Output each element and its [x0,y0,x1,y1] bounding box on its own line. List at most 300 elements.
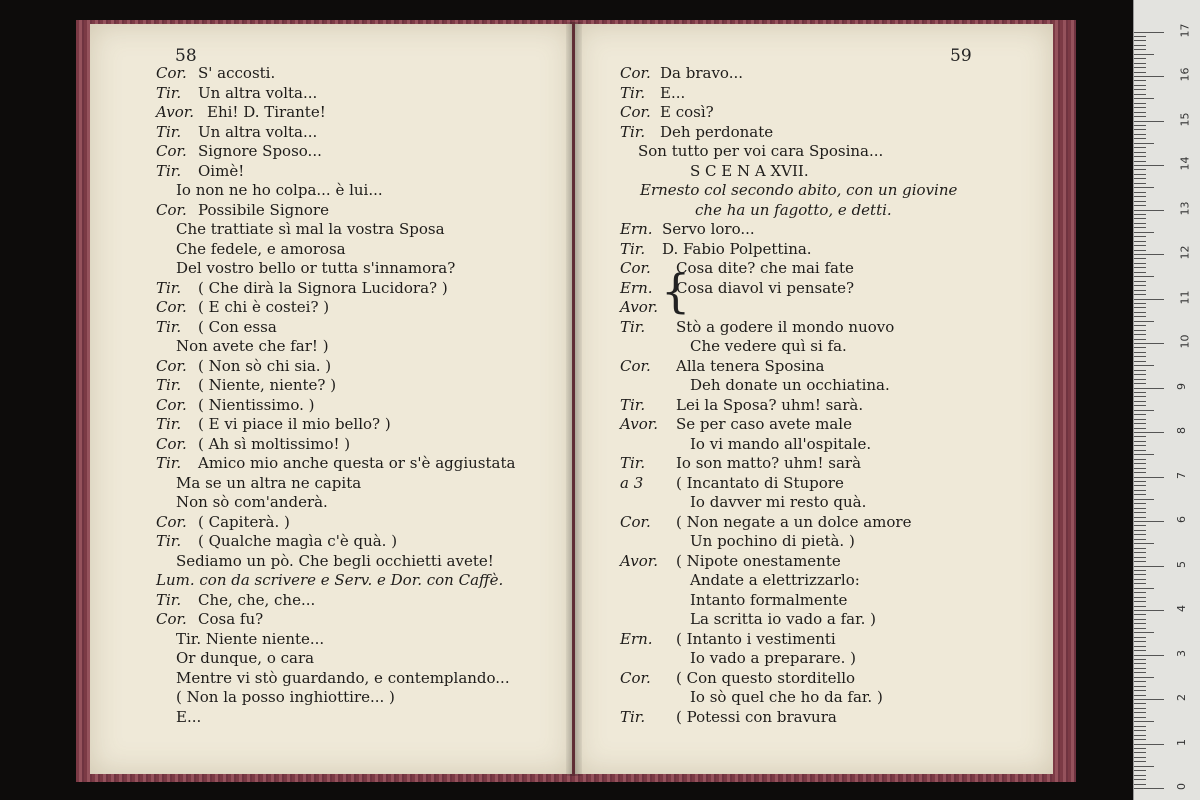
text-line: E così? [660,103,714,121]
ruler-tick [1134,436,1146,437]
text-line: Ernesto col secondo abito, con un giovine [640,181,958,199]
ruler-tick [1134,214,1146,215]
ruler-tick [1134,543,1154,544]
speaker-label: Tir. [156,161,182,180]
ruler-tick [1134,178,1146,179]
text-line: ( Incantato di Stupore [676,473,844,492]
speaker-label: Tir. [156,278,182,297]
text-line: ( Potessi con bravura [676,707,837,726]
ruler-tick [1134,76,1164,77]
ruler-tick [1134,468,1146,469]
text-line: Non avete che far! ) [176,337,329,355]
ruler-tick [1134,370,1146,371]
ruler-tick [1134,583,1146,584]
ruler-tick [1134,267,1146,268]
ruler-label: 8 [1175,427,1188,434]
ruler-tick [1134,521,1164,522]
page-number-left: 58 [175,46,197,66]
text-line: Del vostro bello or tutta s'innamora? [176,259,456,277]
ruler-tick [1134,103,1146,104]
ruler-label: 9 [1175,382,1188,390]
ruler-tick [1134,739,1146,740]
speaker-label: Tir. [156,532,182,550]
text-line: D. Fabio Polpettina. [662,239,812,258]
speaker-label: Avor. [620,551,659,570]
ruler-tick [1134,619,1146,620]
ruler-tick [1134,508,1146,509]
text-line: Ma se un altra ne capita [176,473,362,492]
ruler-tick [1134,40,1146,41]
speaker-label: Tir. [156,83,182,102]
text-line: S' accosti. [198,64,276,82]
ruler-tick [1134,579,1146,580]
text-line: Cosa dite? che mai fate [676,259,854,277]
ruler-tick [1134,174,1146,175]
text-line: Oimè! [198,161,245,180]
ruler-label: 0 [1175,783,1188,790]
speaker-label: Tir. [156,376,182,394]
text-line: Che fedele, e amorosa [176,239,346,258]
text-line: Tir. Niente niente... [176,629,325,648]
ruler-label: 3 [1175,649,1188,657]
ruler-label: 12 [1178,245,1192,260]
speaker-label: Tir. [156,122,182,141]
ruler-tick [1134,659,1146,660]
speaker-label: Cor. [620,64,651,82]
ruler-tick [1134,374,1146,375]
ruler-label: 11 [1178,290,1192,304]
speaker-label: Cor. [156,64,187,82]
ruler-tick [1134,717,1146,718]
ruler-tick [1134,121,1164,122]
ruler-tick [1134,58,1146,59]
ruler-tick [1134,125,1146,126]
ruler-tick [1134,445,1146,446]
ruler-tick [1134,316,1146,317]
text-line: ( Non sò chi sia. ) [198,356,332,375]
text-line: Un altra volta... [198,122,318,141]
ruler-label: 17 [1178,23,1192,37]
ruler-tick [1134,548,1146,549]
ruler-label: 16 [1178,67,1192,82]
ruler-label: 1 [1175,738,1188,746]
ruler-tick [1134,686,1146,687]
speaker-label: Tir. [620,454,646,472]
text-line: ( Niente, niente? ) [198,376,337,394]
ruler-tick [1134,232,1154,233]
ruler-tick [1134,721,1154,722]
ruler-tick [1134,183,1146,184]
text-line: ( Nientissimo. ) [198,395,315,414]
ruler-tick [1134,196,1146,197]
text-line: Cosa diavol vi pensate? [676,278,855,297]
ruler-label: 5 [1175,560,1188,568]
ruler-tick [1134,481,1146,482]
ruler-tick [1134,116,1146,117]
ruler-tick [1134,210,1164,211]
ruler-tick [1134,752,1146,753]
ruler-tick [1134,325,1146,326]
ruler-tick [1134,312,1146,313]
text-line: Servo loro... [662,220,755,238]
text-line: ( Qualche magìa c'è quà. ) [198,532,398,550]
ruler-tick [1134,165,1164,166]
ruler-tick [1134,672,1146,673]
ruler-tick [1134,290,1146,291]
ruler-tick [1134,454,1154,455]
ruler-tick [1134,784,1146,785]
ruler-tick [1134,503,1146,504]
ruler-tick [1134,459,1146,460]
ruler-tick [1134,63,1146,64]
ruler-tick [1134,441,1146,442]
ruler-label: 15 [1178,112,1192,126]
ruler-tick [1134,499,1154,500]
text-line: Cosa fu? [198,610,264,628]
text-line: Non sò com'anderà. [176,493,328,511]
speaker-label: a 3 [620,473,644,492]
text-line: Che, che, che... [198,590,316,609]
ruler-tick [1134,138,1146,139]
ruler-tick [1134,321,1154,322]
ruler-tick [1134,490,1146,491]
ruler-tick [1134,485,1146,486]
ruler-tick [1134,668,1146,669]
text-line: ( Con questo storditello [676,668,856,687]
ruler-tick [1134,570,1146,571]
text-line: Intanto formalmente [690,590,848,609]
speaker-label: Tir. [620,122,646,141]
text-line: Io sò quel che ho da far. ) [690,688,883,706]
ruler-tick [1134,218,1146,219]
speaker-label: Cor. [620,668,651,687]
ruler-tick [1134,356,1146,357]
measuring-ruler [1133,0,1200,800]
speaker-label: Avor. [156,103,195,121]
ruler-tick [1134,281,1146,282]
ruler-tick [1134,107,1146,108]
ruler-tick [1134,539,1146,540]
ruler-tick [1134,156,1146,157]
ruler-tick [1134,299,1164,300]
ruler-tick [1134,112,1146,113]
ruler-tick [1134,770,1146,771]
text-line: ( Non negate a un dolce amore [676,512,912,531]
text-line: Deh donate un occhiatina. [690,376,890,394]
ruler-tick [1134,258,1146,259]
ruler-tick [1134,187,1154,188]
text-line: Che trattiate sì mal la vostra Sposa [176,220,445,238]
ruler-tick [1134,383,1146,384]
ruler-label: 6 [1175,516,1188,523]
ruler-tick [1134,552,1146,553]
text-line: Andate a elettrizzarlo: [690,571,860,589]
ruler-tick [1134,169,1146,170]
speaker-label: Tir. [156,415,182,433]
ruler-tick [1134,623,1146,624]
text-line: Mentre vi stò guardando, e contemplando... [176,668,510,687]
text-line: E... [176,707,202,726]
ruler-tick [1134,392,1146,393]
text-line: Un pochino di pietà. ) [690,532,855,550]
ruler-tick [1134,49,1146,50]
text-line: Che vedere quì si fa. [690,337,847,355]
ruler-tick [1134,557,1146,558]
ruler-label: 14 [1178,156,1192,171]
text-line: Deh perdonate [660,122,774,141]
ruler-tick [1134,272,1146,273]
speaker-label: Tir. [156,317,182,336]
text-line: ( Nipote onestamente [676,551,841,570]
ruler-tick [1134,276,1154,277]
text-line: che ha un fagotto, e detti. [695,200,892,219]
ruler-tick [1134,646,1146,647]
ruler-label: 2 [1175,694,1188,701]
speaker-label: Tir. [620,83,646,102]
ruler-tick [1134,45,1146,46]
speaker-label: Cor. [620,259,651,277]
ruler-tick [1134,241,1146,242]
ruler-tick [1134,80,1146,81]
speaker-label: Tir. [620,707,646,726]
ruler-tick [1134,494,1146,495]
speaker-label: Tir. [620,317,646,336]
ruler-tick [1134,361,1146,362]
speaker-label: Tir. [156,590,182,609]
speaker-label: Cor. [620,356,651,375]
speaker-label: Tir. [156,454,182,472]
brace-symbol: { [661,264,691,318]
ruler-tick [1134,72,1146,73]
speaker-label: Ern. [620,629,653,648]
ruler-tick [1134,414,1146,415]
ruler-tick [1134,730,1146,731]
ruler-tick [1134,419,1146,420]
ruler-tick [1134,779,1146,780]
ruler-tick [1134,606,1146,607]
ruler-tick [1134,641,1146,642]
text-line: Io non ne ho colpa... è lui... [176,181,383,199]
ruler-tick [1134,85,1146,86]
text-line: Alla tenera Sposina [676,356,825,375]
text-line: Io vi mando all'ospitale. [690,434,872,453]
ruler-tick [1134,695,1146,696]
ruler-tick [1134,285,1146,286]
ruler-tick [1134,614,1146,615]
speaker-label: Cor. [156,200,187,219]
ruler-tick [1134,463,1146,464]
ruler-tick [1134,223,1146,224]
text-line: Ehi! D. Tirante! [207,103,326,121]
ruler-tick [1134,766,1154,767]
ruler-tick [1134,757,1146,758]
ruler-tick [1134,94,1146,95]
ruler-tick [1134,744,1164,745]
book-gutter [566,22,582,776]
speaker-label: Cor. [156,434,187,453]
ruler-tick [1134,477,1164,478]
ruler-tick [1134,712,1146,713]
text-line: Amico mio anche questa or s'è aggiustata [198,454,516,472]
speaker-label: Avor. [620,298,659,316]
text-line: Da bravo... [660,64,743,82]
ruler-label: 7 [1175,471,1188,479]
text-line: Son tutto per voi cara Sposina... [638,142,884,160]
text-line: Stò a godere il mondo nuovo [676,317,895,336]
ruler-tick [1134,98,1154,99]
ruler-tick [1134,245,1146,246]
ruler-tick [1134,250,1146,251]
ruler-tick [1134,134,1146,135]
ruler-tick [1134,129,1146,130]
speaker-label: Tir. [620,239,646,258]
ruler-tick [1134,32,1164,33]
page-number-right: 59 [950,46,972,66]
ruler-tick [1134,632,1154,633]
ruler-tick [1134,432,1164,433]
ruler-tick [1134,708,1146,709]
ruler-tick [1134,525,1146,526]
ruler-tick [1134,263,1146,264]
speaker-label: Cor. [156,395,187,414]
speaker-label: Cor. [620,103,651,121]
ruler-tick [1134,352,1146,353]
ruler-tick [1134,650,1146,651]
ruler-tick [1134,236,1146,237]
ruler-tick [1134,192,1146,193]
text-line: Signore Sposo... [198,142,322,160]
ruler-tick [1134,588,1154,589]
text-line: Io vado a preparare. ) [690,649,856,667]
ruler-tick [1134,143,1154,144]
ruler-tick [1134,36,1146,37]
speaker-label: Cor. [156,298,187,316]
text-line: ( Che dirà la Signora Lucidora? ) [198,278,448,297]
ruler-tick [1134,703,1146,704]
ruler-tick [1134,303,1146,304]
ruler-tick [1134,161,1146,162]
ruler-tick [1134,410,1154,411]
speaker-label: Cor. [156,610,187,628]
text-line: ( E vi piace il mio bello? ) [198,415,391,433]
ruler-tick [1134,699,1164,700]
ruler-tick [1134,401,1146,402]
text-line: S C E N A XVII. [690,161,809,180]
ruler-tick [1134,428,1146,429]
ruler-tick [1134,597,1146,598]
ruler-tick [1134,726,1146,727]
ruler-tick [1134,561,1146,562]
ruler-label: 4 [1175,605,1188,612]
ruler-tick [1134,339,1146,340]
text-line: Sediamo un pò. Che begli occhietti avete! [176,551,494,570]
ruler-tick [1134,227,1146,228]
ruler-tick [1134,294,1146,295]
ruler-label: 10 [1178,334,1192,349]
speaker-label: Cor. [156,512,187,531]
ruler-tick [1134,67,1146,68]
speaker-label: Cor. [156,142,187,160]
ruler-tick [1134,530,1146,531]
ruler-tick [1134,396,1146,397]
text-line: E... [660,83,686,102]
ruler-tick [1134,663,1146,664]
ruler-tick [1134,254,1164,255]
ruler-tick [1134,655,1164,656]
ruler-tick [1134,54,1154,55]
ruler-tick [1134,761,1146,762]
ruler-tick [1134,307,1146,308]
ruler-tick [1134,330,1146,331]
text-line: Or dunque, o cara [176,649,315,667]
ruler-tick [1134,334,1146,335]
text-line: ( Con essa [198,317,277,336]
speaker-label: Tir. [620,395,646,414]
ruler-tick [1134,147,1146,148]
text-line: ( Intanto i vestimenti [676,629,836,648]
ruler-tick [1134,379,1146,380]
ruler-tick [1134,388,1164,389]
ruler-tick [1134,365,1154,366]
text-line: Un altra volta... [198,83,318,102]
ruler-tick [1134,574,1146,575]
text-line: ( Ah sì moltissimo! ) [198,434,351,453]
speaker-label: Ern. [620,278,653,297]
ruler-tick [1134,681,1146,682]
ruler-tick [1134,637,1146,638]
ruler-tick [1134,566,1164,567]
ruler-tick [1134,405,1146,406]
text-line: ( E chi è costei? ) [198,298,330,316]
ruler-tick [1134,775,1146,776]
text-line: Io son matto? uhm! sarà [676,454,862,472]
ruler-tick [1134,592,1146,593]
ruler-tick [1134,450,1146,451]
ruler-tick [1134,423,1146,424]
text-line: Lum. con da scrivere e Serv. e Dor. con Caffè. [156,571,504,589]
ruler-tick [1134,534,1146,535]
ruler-tick [1134,472,1146,473]
ruler-tick [1134,601,1146,602]
speaker-label: Cor. [620,512,651,531]
ruler-tick [1134,517,1146,518]
ruler-tick [1134,788,1164,789]
text-line: ( Capiterà. ) [198,512,290,531]
ruler-tick [1134,677,1154,678]
ruler-tick [1134,343,1164,344]
ruler-tick [1134,89,1146,90]
text-line: La scritta io vado a far. ) [690,610,877,628]
ruler-tick [1134,690,1146,691]
text-line: Se per caso avete male [676,415,852,433]
ruler-tick [1134,347,1146,348]
ruler-tick [1134,610,1164,611]
ruler-label: 13 [1178,201,1192,215]
ruler-tick [1134,512,1146,513]
ruler-tick [1134,201,1146,202]
ruler-tick [1134,628,1146,629]
speaker-label: Avor. [620,415,659,433]
speaker-label: Ern. [620,220,653,238]
text-line: ( Non la posso inghiottire... ) [176,688,395,706]
ruler-tick [1134,205,1146,206]
ruler-tick [1134,735,1146,736]
ruler-tick [1134,748,1146,749]
text-line: Possibile Signore [198,200,329,219]
text-line: Lei la Sposa? uhm! sarà. [676,395,864,414]
ruler-tick [1134,152,1146,153]
speaker-label: Cor. [156,356,187,375]
